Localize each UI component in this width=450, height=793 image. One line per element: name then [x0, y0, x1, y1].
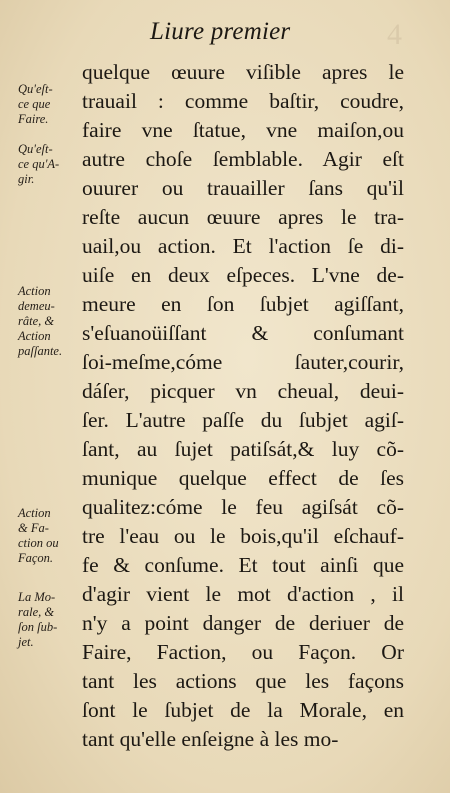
margin-note-line: Qu'eſt-: [18, 142, 53, 156]
text-line: ouurer ou trauailler ſans qu'il: [82, 176, 404, 200]
text-line: qualitez:cóme le feu agiſsát cõ-: [82, 495, 404, 519]
text-line: dáſer, picquer vn cheual, deui-: [82, 379, 404, 403]
text-line: tant qu'elle enſeigne à les mo-: [82, 727, 339, 751]
text-line: d'agir vient le mot d'action , il: [82, 582, 404, 606]
margin-note-line: Façon.: [18, 551, 54, 565]
text-line: n'y a point danger de deriuer de: [82, 611, 404, 635]
text-line: munique quelque effect de ſes: [82, 466, 404, 490]
text-line: faire vne ſtatue, vne maiſon,ou: [82, 118, 404, 142]
margin-note-morale: [18, 590, 80, 650]
text-line: quelque œuure viſible apres le: [82, 60, 404, 84]
margin-note-line: Action: [18, 506, 51, 520]
text-line: ſant, au ſujet patiſsát,& luy cõ-: [82, 437, 404, 461]
margin-note-line: ſon ſub-: [18, 620, 58, 634]
margin-note-line: râte, &: [18, 314, 55, 328]
margin-note-action-types: [18, 284, 80, 359]
margin-note-line: ction ou: [18, 536, 59, 550]
margin-note-line: rale, &: [18, 605, 55, 619]
text-line: uail,ou action. Et l'action ſe di-: [82, 234, 404, 258]
margin-note-faire: [18, 82, 80, 127]
margin-note-line: La Mo-: [18, 590, 56, 604]
text-line: tant les actions que les façons: [82, 669, 404, 693]
margin-note-line: gir.: [18, 172, 35, 186]
text-line: meure en ſon ſubjet agiſſant,: [82, 292, 404, 316]
margin-note-line: ce qu'A-: [18, 157, 60, 171]
show-through-mark: 4: [387, 18, 402, 51]
margin-note-line: & Fa-: [18, 521, 49, 535]
margin-note-line: Action: [18, 284, 51, 298]
text-line: reſte aucun œuure apres le tra-: [82, 205, 404, 229]
text-line: ſont le ſubjet de la Morale, en: [82, 698, 404, 722]
text-line: Faire, Faction, ou Façon. Or: [82, 640, 404, 664]
margin-note-agir: [18, 142, 80, 187]
margin-note-line: demeu-: [18, 299, 55, 313]
margin-note-line: paſſante.: [18, 344, 63, 358]
text-line: autre choſe ſemblable. Agir eſt: [82, 147, 404, 171]
text-line: trauail : comme baſtir, coudre,: [82, 89, 404, 113]
text-line: ſoi-meſme,cóme ſauter,courir,: [82, 350, 404, 374]
margin-note-line: Faire.: [18, 112, 49, 126]
text-line: s'eſuanoüiſſant & conſumant: [82, 321, 404, 345]
main-text-block: [82, 58, 404, 754]
margin-note-line: ce que: [18, 97, 51, 111]
text-line: tre l'eau ou le bois,qu'il eſchauf-: [82, 524, 404, 548]
margin-note-line: jet.: [18, 635, 34, 649]
margin-note-line: Action: [18, 329, 51, 343]
margin-note-faction: [18, 506, 80, 566]
margin-note-line: Qu'eſt-: [18, 82, 53, 96]
running-title: Liure premier: [150, 18, 291, 45]
text-line: uiſe en deux eſpeces. L'vne de-: [82, 263, 404, 287]
text-line: ſer. L'autre paſſe du ſubjet agiſ-: [82, 408, 404, 432]
text-line: fe & conſume. Et tout ainſi que: [82, 553, 404, 577]
